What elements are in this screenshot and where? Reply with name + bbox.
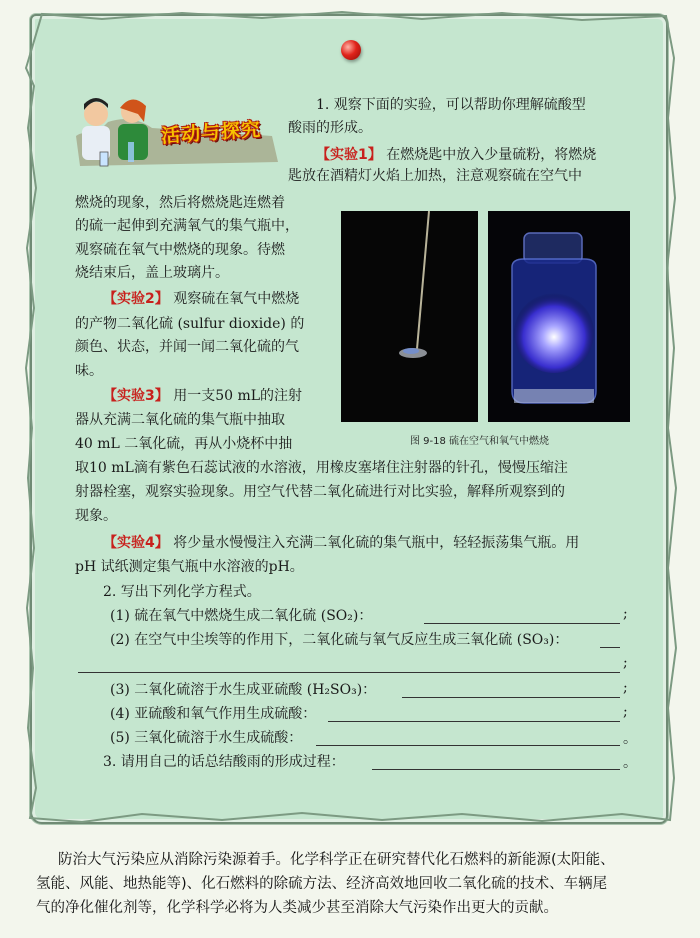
q1-line1: 1. 观察下面的实验，可以帮助你理解硫酸型 xyxy=(316,97,586,113)
jar-in-oxygen-drawing xyxy=(488,211,630,422)
spoon-in-air-drawing xyxy=(341,211,478,422)
decorative-red-ball xyxy=(341,40,361,60)
q2-item4-label: (4) 亚硫酸和氧气作用生成硫酸： xyxy=(110,706,317,722)
q2-item5-period: 。 xyxy=(623,731,637,747)
q2-item1-answer-blank[interactable] xyxy=(424,609,620,624)
exp1-line6: 烧结束后，盖上玻璃片。 xyxy=(75,265,229,281)
q2-item2-answer-blank-continued[interactable] xyxy=(78,658,620,673)
q3-answer-blank[interactable] xyxy=(372,755,620,770)
exp1-tag: 【实验1】 xyxy=(316,147,382,163)
exp3-line4: 取10 mL滴有紫色石蕊试液的水溶液，用橡皮塞堵住注射器的针孔，慢慢压缩注 xyxy=(75,460,568,476)
exp2-line3: 颜色、状态，并闻一闻二氧化硫的气 xyxy=(75,339,299,355)
exp3-line1: 用一支50 mL的注射 xyxy=(168,388,303,404)
exp2-line1: 观察硫在氧气中燃烧 xyxy=(168,291,300,307)
q2-item5-label: (5) 三氧化硫溶于水生成硫酸： xyxy=(110,730,303,746)
exp1-first-line xyxy=(316,145,596,165)
q3-period: 。 xyxy=(623,755,637,771)
exp1-line4: 的硫一起伸到充满氧气的集气瓶中， xyxy=(75,218,299,234)
exp1-line5: 观察硫在氧气中燃烧的现象。待燃 xyxy=(75,242,285,258)
photo-sulfur-burning-in-oxygen xyxy=(488,211,630,422)
q2-item3-label: (3) 二氧化硫溶于水生成亚硫酸 (H₂SO₃)： xyxy=(110,682,377,698)
footer-line3: 气的净化催化剂等，化学科学必将为人类减少甚至消除大气污染作出更大的贡献。 xyxy=(36,900,558,916)
q2-item2-label: (2) 在空气中尘埃等的作用下，二氧化硫与氧气反应生成三氧化硫 (SO₃)： xyxy=(110,632,569,648)
q2-item1-label: (1) 硫在氧气中燃烧生成二氧化硫 (SO₂)： xyxy=(110,608,373,624)
exp3-line5: 射器栓塞，观察实验现象。用空气代替二氧化硫进行对比实验，解释所观察到的 xyxy=(75,484,565,500)
exp4-tag: 【实验4】 xyxy=(103,535,169,551)
activity-banner-title: 活动与探究 xyxy=(160,118,262,148)
exp3-line3: 40 mL 二氧化硫，再从小烧杯中抽 xyxy=(75,436,293,452)
q2-item3-answer-blank[interactable] xyxy=(402,683,620,698)
q2-item2-answer-blank[interactable] xyxy=(600,633,620,648)
exp2-line4: 味。 xyxy=(75,363,103,379)
exp4-line1: 将少量水慢慢注入充满二氧化硫的集气瓶中，轻轻振荡集气瓶。用 xyxy=(168,535,580,551)
exp1-line3: 燃烧的现象，然后将燃烧匙连燃着 xyxy=(75,195,285,211)
photo-sulfur-burning-in-air xyxy=(341,211,478,422)
q2-item4-semicolon: ; xyxy=(623,704,628,720)
exp3-line2: 器从充满二氧化硫的集气瓶中抽取 xyxy=(75,412,285,428)
q2-item5-answer-blank[interactable] xyxy=(316,731,620,746)
exp3-tag: 【实验3】 xyxy=(103,388,169,404)
exp1-line1: 在燃烧匙中放入少量硫粉，将燃烧 xyxy=(381,147,597,163)
exp2-first-line xyxy=(103,289,299,309)
exp3-line6: 现象。 xyxy=(75,508,117,524)
q2-title: 2. 写出下列化学方程式。 xyxy=(103,584,261,600)
footer-line1: 防治大气污染应从消除污染源着手。化学科学正在研究替代化石燃料的新能源(太阳能、 xyxy=(58,852,615,868)
q2-item4-answer-blank[interactable] xyxy=(328,707,620,722)
exp4-line2: pH 试纸测定集气瓶中水溶液的pH。 xyxy=(75,559,304,575)
footer-line2: 氢能、风能、地热能等)、化石燃料的除硫方法、经济高效地回收二氧化硫的技术、车辆尾 xyxy=(36,876,608,892)
q2-item3-semicolon: ; xyxy=(623,680,628,696)
exp1-line2: 匙放在酒精灯火焰上加热，注意观察硫在空气中 xyxy=(288,168,582,184)
exp2-tag: 【实验2】 xyxy=(103,291,169,307)
exp4-first-line xyxy=(103,533,579,553)
figure-caption: 图 9-18 硫在空气和氧气中燃烧 xyxy=(410,436,550,447)
q1-line2: 酸雨的形成。 xyxy=(288,120,372,136)
q2-item2-semicolon: ; xyxy=(623,655,628,671)
exp3-first-line xyxy=(103,386,302,406)
exp2-line2: 的产物二氧化硫 (sulfur dioxide) 的 xyxy=(75,316,305,332)
q3-label: 3. 请用自己的话总结酸雨的形成过程： xyxy=(103,754,345,770)
q2-item1-semicolon: ; xyxy=(623,606,628,622)
